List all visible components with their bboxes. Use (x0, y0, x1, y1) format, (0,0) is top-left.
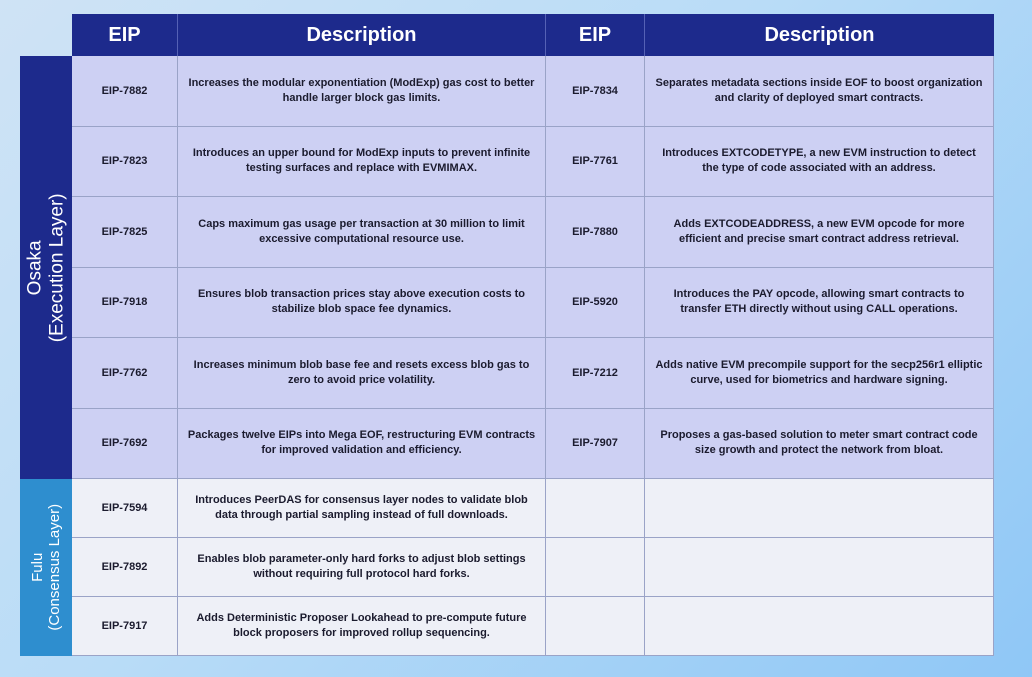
table-cell-description: Proposes a gas-based solution to meter smart contract code size growth and protect the network from bloat. (645, 409, 994, 480)
table-cell-eip: EIP-7825 (72, 197, 178, 268)
eip-table (20, 14, 994, 659)
table-cell-description: Packages twelve EIPs into Mega EOF, restructuring EVM contracts for improved validation and efficiency. (178, 409, 546, 480)
table-cell-description: Separates metadata sections inside EOF to boost organization and clarity of deployed smart contracts. (645, 56, 994, 127)
table-cell-eip: EIP-7692 (72, 409, 178, 480)
table-cell-eip-empty (546, 479, 645, 538)
table-cell-eip: EIP-7882 (72, 56, 178, 127)
table-cell-eip: EIP-7880 (546, 197, 645, 268)
table-cell-eip: EIP-7918 (72, 268, 178, 339)
table-cell-eip-empty (546, 597, 645, 656)
table-cell-eip: EIP-5920 (546, 268, 645, 339)
header-description-2: Description (645, 14, 994, 56)
table-cell-description: Increases the modular exponentiation (ModExp) gas cost to better handle larger block gas limits. (178, 56, 546, 127)
table-cell-description: Introduces EXTCODETYPE, a new EVM instruction to detect the type of code associated with an address. (645, 127, 994, 198)
table-cell-description: Adds native EVM precompile support for the secp256r1 elliptic curve, used for biometrics and hardware signing. (645, 338, 994, 409)
table-cell-description: Increases minimum blob base fee and resets excess blob gas to zero to avoid price volatility. (178, 338, 546, 409)
header-eip-1: EIP (72, 14, 178, 56)
table-cell-description: Introduces an upper bound for ModExp inputs to prevent infinite testing surfaces and replace with EVMIMAX. (178, 127, 546, 198)
table-cell-eip: EIP-7917 (72, 597, 178, 656)
section-osaka-label (20, 56, 72, 479)
table-cell-eip: EIP-7212 (546, 338, 645, 409)
table-cell-eip: EIP-7907 (546, 409, 645, 480)
table-cell-description: Introduces the PAY opcode, allowing smart contracts to transfer ETH directly without using CALL operations. (645, 268, 994, 339)
section-osaka-name: Osaka (24, 240, 46, 295)
table-cell-description: Adds Deterministic Proposer Lookahead to pre-compute future block proposers for improved rollup sequencing. (178, 597, 546, 656)
table-cell-eip: EIP-7834 (546, 56, 645, 127)
table-cell-description-empty (645, 597, 994, 656)
table-corner (20, 14, 72, 56)
section-osaka-layer: (Execution Layer) (46, 193, 67, 342)
table-cell-eip-empty (546, 538, 645, 597)
table-cell-eip: EIP-7761 (546, 127, 645, 198)
table-cell-description: Introduces PeerDAS for consensus layer nodes to validate blob data through partial sampling instead of full downloads. (178, 479, 546, 538)
section-fulu-layer: (Consensus Layer) (46, 504, 64, 631)
table-cell-eip: EIP-7762 (72, 338, 178, 409)
table-cell-description: Ensures blob transaction prices stay above execution costs to stabilize blob space fee dynamics. (178, 268, 546, 339)
table-cell-description-empty (645, 538, 994, 597)
section-fulu-name: Fulu (28, 552, 46, 583)
header-description-1: Description (178, 14, 546, 56)
table-cell-eip: EIP-7823 (72, 127, 178, 198)
table-cell-description: Enables blob parameter-only hard forks to adjust blob settings without requiring full protocol hard forks. (178, 538, 546, 597)
header-eip-2: EIP (546, 14, 645, 56)
table-cell-description: Adds EXTCODEADDRESS, a new EVM opcode for more efficient and precise smart contract address retrieval. (645, 197, 994, 268)
table-cell-eip: EIP-7892 (72, 538, 178, 597)
table-cell-description-empty (645, 479, 994, 538)
table-cell-description: Caps maximum gas usage per transaction at 30 million to limit excessive computational resource use. (178, 197, 546, 268)
table-cell-eip: EIP-7594 (72, 479, 178, 538)
section-fulu-label (20, 479, 72, 656)
